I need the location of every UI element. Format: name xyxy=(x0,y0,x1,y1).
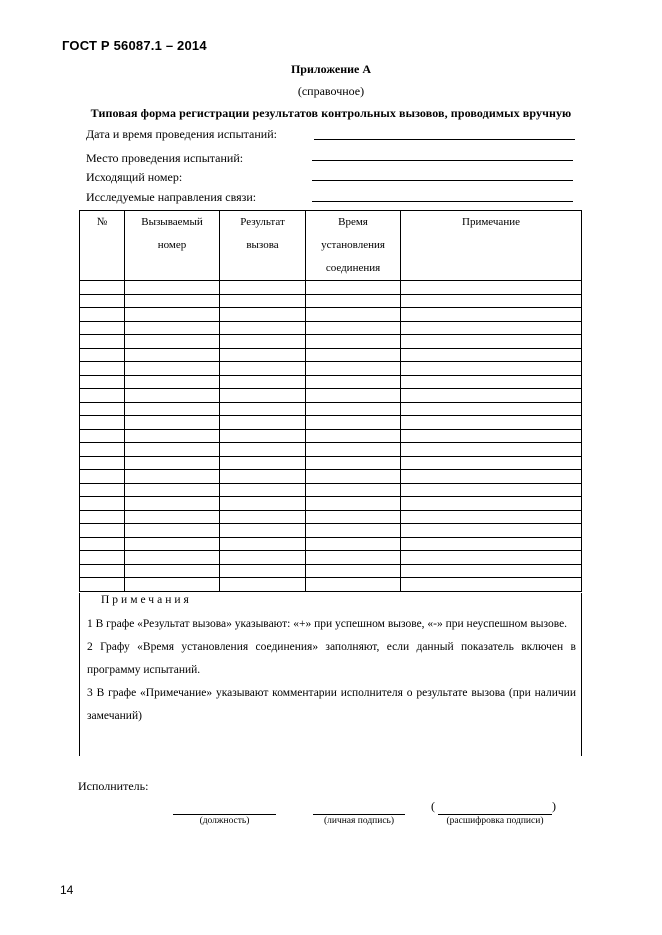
table-cell[interactable] xyxy=(306,564,401,578)
table-cell[interactable] xyxy=(80,389,125,403)
table-cell[interactable] xyxy=(125,470,220,484)
table-row xyxy=(80,402,582,416)
table-row xyxy=(80,362,582,376)
table-cell[interactable] xyxy=(220,429,306,443)
table-cell[interactable] xyxy=(306,551,401,565)
table-header-row xyxy=(80,211,582,281)
table-cell[interactable] xyxy=(80,510,125,524)
table-cell[interactable] xyxy=(401,524,582,538)
appendix-title: Приложение А xyxy=(290,62,372,76)
table-cell[interactable] xyxy=(80,348,125,362)
table-cell[interactable] xyxy=(401,443,582,457)
table-cell[interactable] xyxy=(306,483,401,497)
page-number: 14 xyxy=(60,883,74,897)
appendix-status: (справочное) xyxy=(297,84,365,98)
table-row xyxy=(80,335,582,349)
field-label-directions: Исследуемые направления связи: xyxy=(86,190,257,204)
registration-table xyxy=(79,210,582,592)
table-cell[interactable] xyxy=(401,537,582,551)
table-cell[interactable] xyxy=(80,578,125,592)
table-cell[interactable] xyxy=(306,510,401,524)
table-cell[interactable] xyxy=(401,389,582,403)
column-header-line: номер xyxy=(157,239,187,251)
note-item: 3 В графе «Примечание» указывают комментарии исполнителя о результате вызова (при наличии замечаний) xyxy=(87,687,576,722)
table-cell[interactable] xyxy=(306,348,401,362)
table-cell[interactable] xyxy=(125,389,220,403)
table-cell[interactable] xyxy=(125,308,220,322)
table-cell[interactable] xyxy=(306,524,401,538)
table-cell[interactable] xyxy=(80,524,125,538)
table-cell[interactable] xyxy=(80,470,125,484)
table-cell[interactable] xyxy=(80,402,125,416)
table-cell[interactable] xyxy=(401,281,582,295)
table-cell[interactable] xyxy=(306,321,401,335)
field-line-date-time[interactable] xyxy=(314,139,575,140)
table-body xyxy=(80,281,582,592)
table-cell[interactable] xyxy=(306,402,401,416)
table-cell[interactable] xyxy=(306,375,401,389)
table-cell[interactable] xyxy=(125,348,220,362)
table-cell[interactable] xyxy=(401,483,582,497)
table-cell[interactable] xyxy=(306,456,401,470)
table-cell[interactable] xyxy=(125,362,220,376)
column-header-line: установления xyxy=(321,239,385,251)
position-line[interactable] xyxy=(173,814,276,815)
table-cell[interactable] xyxy=(220,402,306,416)
table-cell[interactable] xyxy=(80,416,125,430)
table-row xyxy=(80,524,582,538)
table-row xyxy=(80,483,582,497)
notes-heading: Примечания xyxy=(101,594,192,606)
table-cell[interactable] xyxy=(220,281,306,295)
table-cell[interactable] xyxy=(220,348,306,362)
table-cell[interactable] xyxy=(125,402,220,416)
field-label-place: Место проведения испытаний: xyxy=(86,151,244,165)
table-cell[interactable] xyxy=(125,551,220,565)
table-cell[interactable] xyxy=(220,497,306,511)
table-cell[interactable] xyxy=(80,321,125,335)
document-code: ГОСТ Р 56087.1 – 2014 xyxy=(62,38,207,53)
table-cell[interactable] xyxy=(125,294,220,308)
table-cell[interactable] xyxy=(220,456,306,470)
table-cell[interactable] xyxy=(80,429,125,443)
table-cell[interactable] xyxy=(401,375,582,389)
table-cell[interactable] xyxy=(220,362,306,376)
column-header-line: Время xyxy=(338,216,368,228)
table-cell[interactable] xyxy=(125,564,220,578)
table-cell[interactable] xyxy=(401,429,582,443)
table-cell[interactable] xyxy=(401,348,582,362)
table-cell[interactable] xyxy=(220,524,306,538)
executor-label: Исполнитель: xyxy=(78,779,149,793)
table-cell[interactable] xyxy=(125,483,220,497)
position-caption: (должность) xyxy=(199,816,250,826)
table-cell[interactable] xyxy=(80,294,125,308)
table-cell[interactable] xyxy=(80,443,125,457)
table-cell[interactable] xyxy=(220,578,306,592)
table-cell[interactable] xyxy=(220,564,306,578)
table-cell[interactable] xyxy=(125,321,220,335)
table-cell[interactable] xyxy=(306,389,401,403)
table-cell[interactable] xyxy=(306,537,401,551)
table-cell[interactable] xyxy=(306,308,401,322)
table-cell[interactable] xyxy=(220,551,306,565)
table-cell[interactable] xyxy=(401,308,582,322)
table-cell[interactable] xyxy=(125,443,220,457)
table-cell[interactable] xyxy=(401,362,582,376)
table-cell[interactable] xyxy=(125,429,220,443)
table-cell[interactable] xyxy=(306,429,401,443)
table-cell[interactable] xyxy=(125,281,220,295)
table-cell[interactable] xyxy=(401,551,582,565)
table-row xyxy=(80,375,582,389)
table-cell[interactable] xyxy=(220,510,306,524)
open-parenthesis: ( xyxy=(431,799,435,813)
decoding-line[interactable] xyxy=(438,814,552,815)
field-label-outgoing-number: Исходящий номер: xyxy=(86,170,183,184)
column-header-number xyxy=(80,211,125,281)
table-cell[interactable] xyxy=(125,375,220,389)
field-label-date-time: Дата и время проведения испытаний: xyxy=(86,127,277,141)
table-row xyxy=(80,443,582,457)
column-header-line: Примечание xyxy=(462,216,520,228)
table-row xyxy=(80,456,582,470)
table-cell[interactable] xyxy=(220,537,306,551)
table-cell[interactable] xyxy=(80,483,125,497)
table-cell[interactable] xyxy=(306,497,401,511)
note-item: 1 В графе «Результат вызова» указывают: «+» при успешном вызове, «-» при неуспешном вызове. xyxy=(87,618,568,630)
notes-section xyxy=(79,593,582,756)
table-cell[interactable] xyxy=(80,281,125,295)
table-row xyxy=(80,321,582,335)
table-cell[interactable] xyxy=(306,443,401,457)
column-header-line: Вызываемый xyxy=(141,216,203,228)
table-cell[interactable] xyxy=(80,335,125,349)
table-row xyxy=(80,551,582,565)
table-cell[interactable] xyxy=(125,416,220,430)
form-title: Типовая форма регистрации результатов контрольных вызовов, проводимых вручную xyxy=(90,106,572,120)
table-cell[interactable] xyxy=(401,578,582,592)
table-cell[interactable] xyxy=(306,294,401,308)
table-cell[interactable] xyxy=(401,497,582,511)
table-cell[interactable] xyxy=(220,443,306,457)
table-cell[interactable] xyxy=(125,537,220,551)
table-row xyxy=(80,578,582,592)
column-header-connection-time xyxy=(306,211,401,281)
table-cell[interactable] xyxy=(125,510,220,524)
column-header-line: соединения xyxy=(325,262,381,274)
field-line-place[interactable] xyxy=(312,160,573,161)
table-row xyxy=(80,470,582,484)
table-row xyxy=(80,537,582,551)
notes-list xyxy=(87,613,576,728)
table-row xyxy=(80,416,582,430)
table-cell[interactable] xyxy=(220,375,306,389)
table-cell[interactable] xyxy=(401,402,582,416)
table-cell[interactable] xyxy=(80,362,125,376)
table-cell[interactable] xyxy=(220,321,306,335)
table-cell[interactable] xyxy=(401,335,582,349)
column-header-line: вызова xyxy=(246,239,279,251)
table-cell[interactable] xyxy=(220,470,306,484)
table-cell[interactable] xyxy=(220,389,306,403)
table-cell[interactable] xyxy=(401,294,582,308)
table-cell[interactable] xyxy=(125,524,220,538)
signature-caption: (личная подпись) xyxy=(323,816,395,826)
note-item: 2 Графу «Время установления соединения» заполняют, если данный показатель включен в программу испытаний. xyxy=(87,641,576,676)
table-cell[interactable] xyxy=(80,456,125,470)
column-header-called-number xyxy=(125,211,220,281)
table-row xyxy=(80,564,582,578)
table-cell[interactable] xyxy=(80,308,125,322)
table-row xyxy=(80,294,582,308)
table-cell[interactable] xyxy=(80,375,125,389)
column-header-remark xyxy=(401,211,582,281)
table-cell[interactable] xyxy=(80,497,125,511)
field-line-directions[interactable] xyxy=(312,201,573,202)
table-cell[interactable] xyxy=(401,510,582,524)
table-cell[interactable] xyxy=(80,537,125,551)
column-header-line: № xyxy=(96,216,108,228)
table-cell[interactable] xyxy=(220,335,306,349)
table-row xyxy=(80,308,582,322)
table-row xyxy=(80,348,582,362)
table-cell[interactable] xyxy=(125,497,220,511)
table-cell[interactable] xyxy=(401,416,582,430)
table-cell[interactable] xyxy=(306,578,401,592)
table-cell[interactable] xyxy=(306,416,401,430)
table-row xyxy=(80,429,582,443)
field-line-outgoing-number[interactable] xyxy=(312,180,573,181)
table-cell[interactable] xyxy=(401,456,582,470)
table-cell[interactable] xyxy=(220,483,306,497)
table-row xyxy=(80,389,582,403)
column-header-call-result xyxy=(220,211,306,281)
table-cell[interactable] xyxy=(220,294,306,308)
table-cell[interactable] xyxy=(125,335,220,349)
table-cell[interactable] xyxy=(306,362,401,376)
table-cell[interactable] xyxy=(220,416,306,430)
table-cell[interactable] xyxy=(80,551,125,565)
table-cell[interactable] xyxy=(306,470,401,484)
table-cell[interactable] xyxy=(401,470,582,484)
table-cell[interactable] xyxy=(125,578,220,592)
table-cell[interactable] xyxy=(220,308,306,322)
close-parenthesis: ) xyxy=(552,799,556,813)
table-cell[interactable] xyxy=(401,564,582,578)
table-cell[interactable] xyxy=(306,335,401,349)
signature-line[interactable] xyxy=(313,814,405,815)
table-cell[interactable] xyxy=(401,321,582,335)
table-cell[interactable] xyxy=(125,456,220,470)
table-cell[interactable] xyxy=(306,281,401,295)
table-row xyxy=(80,497,582,511)
table-row xyxy=(80,510,582,524)
table-cell[interactable] xyxy=(80,564,125,578)
column-header-line: Результат xyxy=(240,216,285,228)
table-row xyxy=(80,281,582,295)
decoding-caption: (расшифровка подписи) xyxy=(446,816,544,826)
